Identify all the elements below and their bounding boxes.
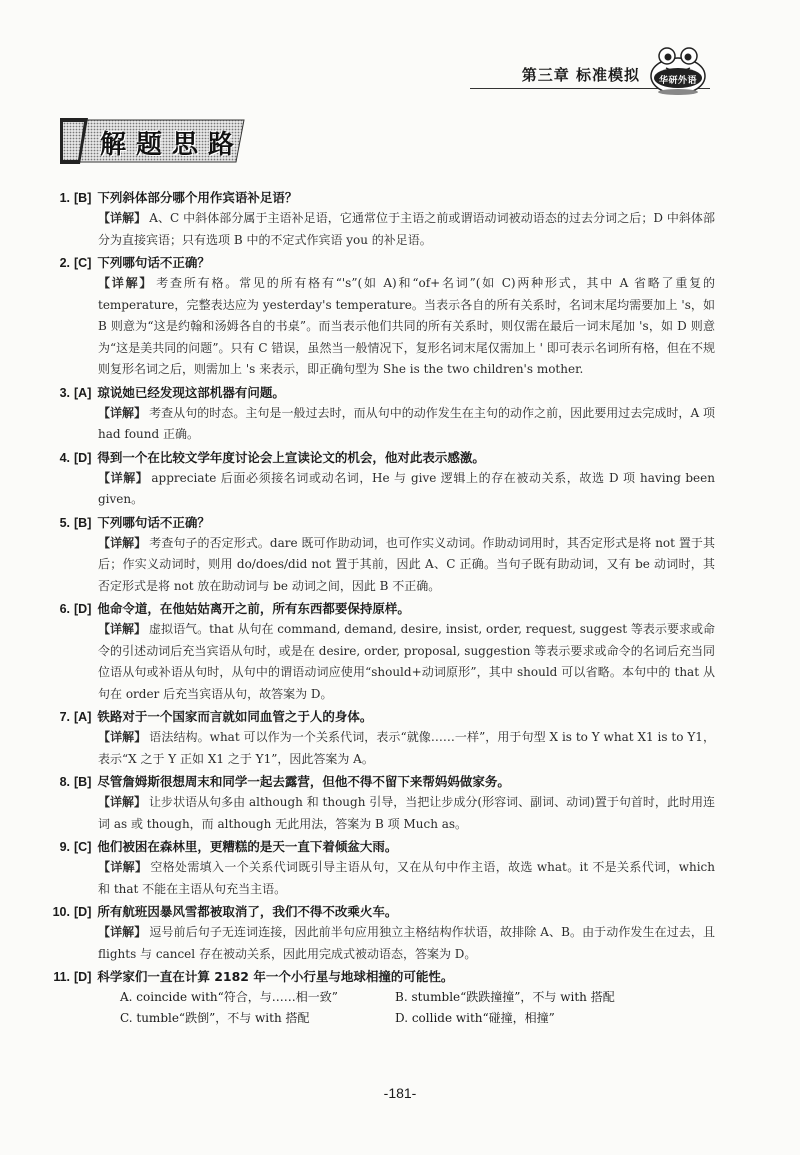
question-number: 7. [59,710,70,724]
explanation [98,619,715,705]
answer-key: [B] [74,191,92,205]
answer-key: [B] [74,515,92,530]
question-number: 8. [59,775,70,789]
question-translation: 所有航班因暴风雪都被取消了，我们不得不改乘火车。 [97,904,398,919]
explanation-tag: 【详解】 [98,925,147,939]
answer-key: [B] [74,775,92,789]
question-10 [50,902,715,965]
answer-key: [D] [74,970,92,984]
answer-key: [D] [74,905,92,919]
explanation [98,727,715,770]
question-5 [50,513,715,598]
question-8 [50,772,715,835]
answer-key: [C] [74,840,92,854]
answer-key: [C] [74,256,92,270]
question-translation: 铁路对于一个国家而言就如同血管之于人的身体。 [97,709,373,724]
explanation [98,533,715,598]
chapter-title: 第三章 标准模拟 [521,66,640,84]
explanation-tag: 【详解】 [98,622,147,636]
answer-key: [D] [74,450,92,465]
frog-logo-icon [648,40,708,98]
question-number: 2. [59,256,70,270]
explanation [98,468,715,511]
question-translation: 得到一个在比较文学年度讨论会上宣读论文的机会，他对此表示感激。 [97,449,485,465]
page-number: -181- [383,1085,417,1101]
explanation [98,857,715,900]
question-translation: 科学家们一直在计算 2182 年一个小行星与地球相撞的可能性。 [97,969,454,984]
question-translation: 下列哪句话不正确？ [97,255,210,270]
logo-text: 华研外语 [658,76,697,86]
explanation-text: 语法结构。what 可以作为一个关系代词，表示“就像……一样”，用于句型 X is to Y what X1 is to Y1，表示“X 之于 Y 正如 X1 之于 Y1”，因此答案为 A。 [98,730,715,766]
answer-key: [A] [74,385,92,400]
explanation-tag: 【详解】 [98,535,147,550]
option-a: A. coincide with“符合，与……相一致” [120,990,338,1004]
question-number: 5. [59,515,70,530]
explanation-text: 虚拟语气。that 从句在 command, demand, desire, insist, order, request, suggest 等表示要求或命令的引述动词后充当宾语从句时，或是在 desire, order, proposal, suggestion 等表示要求或命令的名词后充当同位语从句或补语从句时，从句中的谓语动词应使用“should+动词原形”，其中 should 可以省略。本句中的 that 从句在 order 后充当宾语从句，故答案为 D。 [98,622,715,701]
question-9 [50,837,715,900]
explanation-text: 考查句子的否定形式。dare 既可作助动词，也可作实义动词。作助动词用时，其否定形式是将 not 置于其后；作实义动词时，则用 do/does/did not 置于其前，因此 A、C 正确。当句子既有助动词，又有 be 动词时，其否定形式是将 not 放在助动词与 be 动词之间，因此 B 不正确。 [98,535,715,593]
question-7 [50,707,715,770]
explanation-tag: 【详解】 [98,276,154,290]
question-4 [50,448,715,511]
explanation [98,208,715,251]
explanation-tag: 【详解】 [98,860,148,874]
explanation-tag: 【详解】 [98,795,147,809]
explanation-tag: 【详解】 [98,470,149,485]
question-number: 11. [53,970,70,984]
answer-key: [A] [74,710,92,724]
explanation-tag: 【详解】 [98,405,147,420]
explanation-text: 考查从句的时态。主句是一般过去时，而从句中的动作发生在主句的动作之前，因此要用过去完成时，A 项 had found 正确。 [98,405,715,441]
option-b: B. stumble“跌跌撞撞”，不与 with 搭配 [395,990,615,1004]
explanation-text: A、C 中斜体部分属于主语补足语，它通常位于主语之前或谓语动词被动语态的过去分词之后；D 中斜体部分为直接宾语；只有选项 B 中的不定式作宾语 you 的补足语。 [98,211,715,247]
page-header [0,30,800,90]
question-number: 9. [59,840,70,854]
explanation [98,922,715,965]
explanation-text: appreciate 后面必须接名词或动名词，He 与 give 逻辑上的存在被动关系，故选 D 项 having been given。 [98,470,715,506]
question-3 [50,383,715,446]
question-2 [50,253,715,381]
option-list [120,987,715,1029]
answer-key: [D] [74,602,92,616]
question-number: 3. [59,385,70,400]
question-1 [50,188,715,251]
question-11 [50,967,715,1029]
answer-explanations [50,188,715,1031]
option-d: D. collide with“碰撞，相撞” [395,1011,555,1025]
question-number: 6. [59,602,70,616]
section-title: 解题思路 [100,130,245,160]
question-translation: 下列斜体部分哪个用作宾语补足语？ [97,190,298,205]
question-number: 1. [59,191,70,205]
explanation-text: 空格处需填入一个关系代词既引导主语从句，又在从句中作主语，故选 what。it 不是关系代词，which 和 that 不能在主语从句充当主语。 [98,860,715,896]
explanation-text: 逗号前后句子无连词连接，因此前半句应用独立主格结构作状语，故排除 A、B。由于动作发生在过去，且 flights 与 cancel 存在被动关系，因此用完成式被动语态，答案为 D。 [98,925,715,961]
option-c: C. tumble“跌倒”，不与 with 搭配 [120,1011,310,1025]
question-number: 4. [59,450,70,465]
explanation-tag: 【详解】 [98,730,147,744]
question-translation: 尽管詹姆斯很想周末和同学一起去露营，但他不得不留下来帮妈妈做家务。 [97,774,510,789]
explanation-text: 让步状语从句多由 although 和 though 引导，当把让步成分(形容词、副词、动词)置于句首时，此时用连词 as 或 though，而 although 无此用法，答案为 B 项 Much as。 [98,795,715,831]
question-translation: 他命令道，在他姑姑离开之前，所有东西都要保持原样。 [97,601,410,616]
publisher-logo [648,40,708,98]
question-translation: 琼说她已经发现这部机器有问题。 [97,384,285,400]
explanation-text: 考查所有格。常见的所有格有“'s”(如 A)和“of+名词”(如 C)两种形式，其中 A 省略了重复的 temperature，完整表达应为 yesterday's temperature。当表示各自的所有关系时，名词末尾均需要加上 's，如 B 则意为“这是约翰和汤姆各自的书桌”。而当表示他们共同的所有关系时，则仅需在最后一词末尾加 's，如 D 则意为“这是美共同的问题”。只有 C 错误，虽然当一般情况下，复形名词末尾仅需加上 ' 即可表示名词所有格，但在不规则复形名词之后，则需加上 's 来表示，即正确句型为 She is the two children's mother. [98,276,715,376]
explanation-tag: 【详解】 [98,211,147,225]
explanation [98,403,715,446]
explanation [98,792,715,835]
question-translation: 下列哪句话不正确？ [97,514,210,530]
explanation [98,273,715,381]
section-banner [60,116,248,166]
question-number: 10. [52,905,70,919]
question-translation: 他们被困在森林里，更糟糕的是天一直下着倾盆大雨。 [97,839,398,854]
question-6 [50,599,715,705]
